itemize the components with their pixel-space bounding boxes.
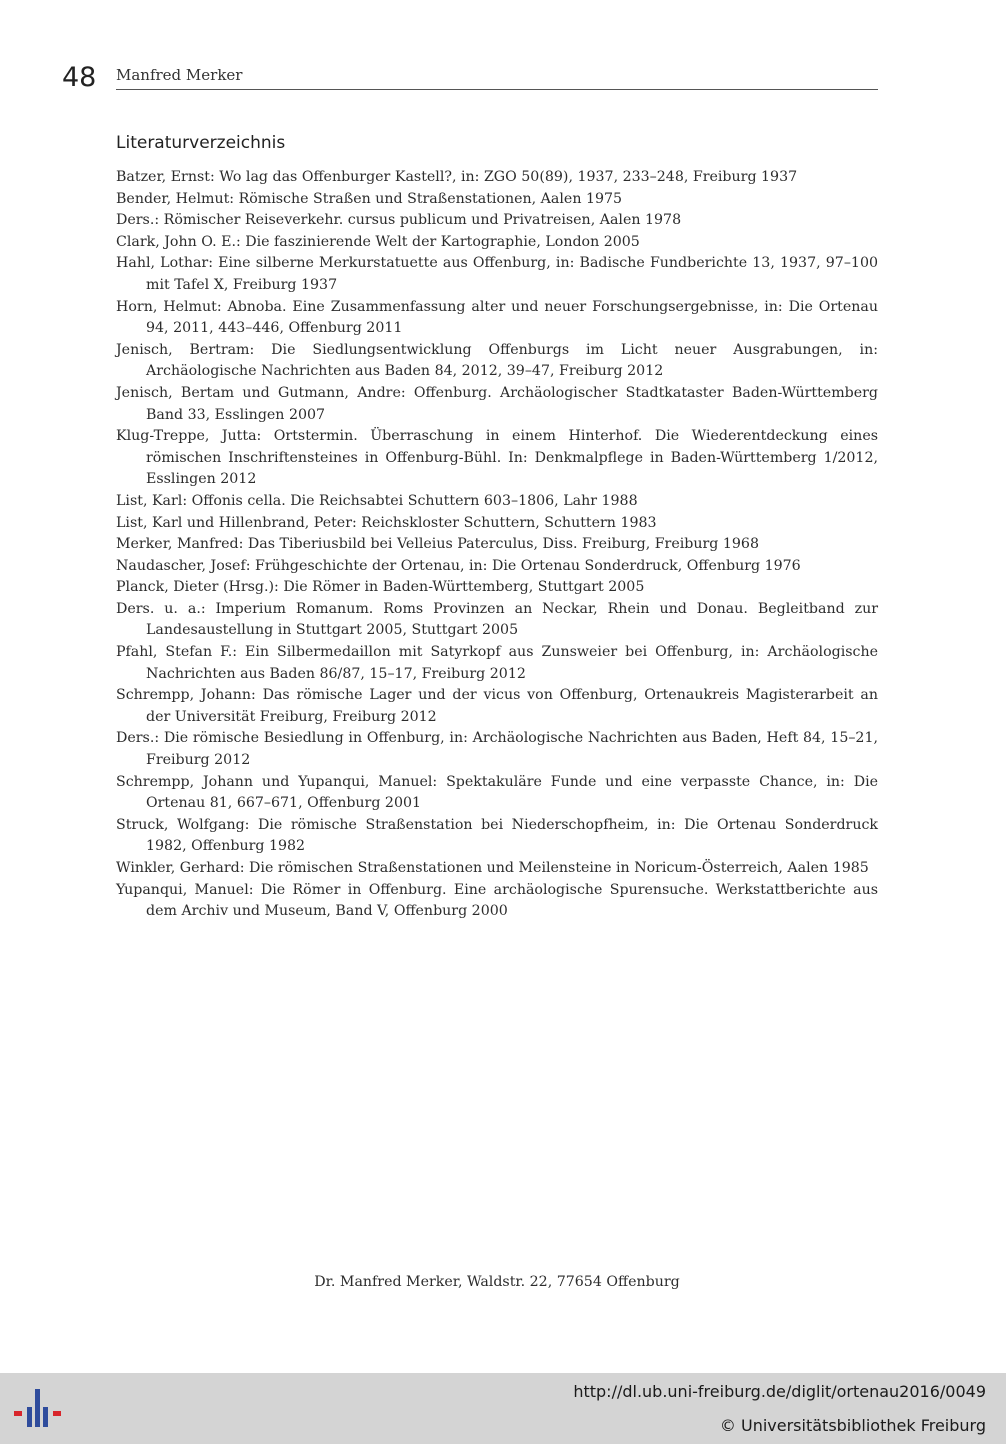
bibliography-entry: Horn, Helmut: Abnoba. Eine Zusammenfassung alter und neuer Forschungsergebnisse, in: Die Ortenau 94, 2011, 443–446, Offenburg 2011 (116, 298, 878, 337)
bibliography-entry: Schrempp, Johann und Yupanqui, Manuel: Spektakuläre Funde und eine verpasste Chance, in: Die Ortenau 81, 667–671, Offenburg 2001 (116, 773, 878, 812)
bibliography-entry: Pfahl, Stefan F.: Ein Silbermedaillon mit Satyrkopf aus Zunsweier bei Offenburg, in: Archäologische Nachrichten aus Baden 86/87, 15–17, Freiburg 2012 (116, 644, 878, 682)
bibliography-entry: Klug-Treppe, Jutta: Ortstermin. Überraschung in einem Hinterhof. Die Wiederentdeckung eines römischen Inschriftensteines in Offenburg-Bühl. In: Denkmalpflege in Baden-Württemberg 1/2012, Esslingen 2012 (116, 428, 878, 488)
footer-url-link[interactable]: http://dl.ub.uni-freiburg.de/diglit/ortenau2016/0049 (573, 1382, 986, 1401)
bibliography-entry: Winkler, Gerhard: Die römischen Straßenstationen und Meilensteine in Noricum-Österreich, Aalen 1985 (116, 860, 869, 876)
author-address: Dr. Manfred Merker, Waldstr. 22, 77654 Offenburg (314, 1274, 680, 1290)
bibliography-entry: Ders. u. a.: Imperium Romanum. Roms Provinzen an Neckar, Rhein und Donau. Begleitband zur Landesaustellung in Stuttgart 2005, Stuttgart 2005 (116, 600, 878, 639)
logo-blue-bar-right (43, 1407, 48, 1427)
bibliography-list (116, 167, 878, 923)
logo-red-dash-left (14, 1411, 22, 1416)
section-title: Literaturverzeichnis (116, 133, 286, 153)
bibliography-entry: Hahl, Lothar: Eine silberne Merkurstatuette aus Offenburg, in: Badische Fundberichte 13, 1937, 97–100 mit Tafel X, Freiburg 1937 (116, 255, 878, 293)
bibliography-entry: Batzer, Ernst: Wo lag das Offenburger Kastell?, in: ZGO 50(89), 1937, 233–248, Freiburg 1937 (116, 169, 798, 185)
logo-blue-bar-center (35, 1389, 40, 1427)
footer-bar (0, 1373, 1006, 1444)
bibliography-entry: Merker, Manfred: Das Tiberiusbild bei Velleius Paterculus, Diss. Freiburg, Freiburg 1968 (116, 536, 759, 553)
logo-red-dash-right (53, 1411, 61, 1416)
bibliography-entry: Clark, John O. E.: Die faszinierende Welt der Kartographie, London 2005 (116, 233, 640, 250)
bibliography-entry: Planck, Dieter (Hrsg.): Die Römer in Baden-Württemberg, Stuttgart 2005 (116, 579, 645, 596)
running-head: Manfred Merker (116, 66, 243, 84)
bibliography-entry: Schrempp, Johann: Das römische Lager und der vicus von Offenburg, Ortenaukreis Magisterarbeit an der Universität Freiburg, Freiburg 2012 (116, 687, 878, 725)
logo-blue-bar-left (27, 1407, 32, 1427)
bibliography-entry: Bender, Helmut: Römische Straßen und Straßenstationen, Aalen 1975 (116, 190, 623, 207)
page-number: 48 (62, 62, 97, 93)
bibliography-entry: List, Karl und Hillenbrand, Peter: Reichskloster Schuttern, Schuttern 1983 (116, 514, 657, 531)
ub-freiburg-logo-icon (12, 1385, 64, 1431)
bibliography-entry: Naudascher, Josef: Frühgeschichte der Ortenau, in: Die Ortenau Sonderdruck, Offenburg 1976 (116, 557, 801, 574)
bibliography-entry: Struck, Wolfgang: Die römische Straßenstation bei Niederschopfheim, in: Die Ortenau Sonderdruck 1982, Offenburg 1982 (116, 816, 878, 855)
bibliography-entry: Jenisch, Bertam und Gutmann, Andre: Offenburg. Archäologischer Stadtkataster Baden-Württemberg Band 33, Esslingen 2007 (116, 384, 878, 423)
page-header (62, 62, 878, 93)
bibliography-entry: Yupanqui, Manuel: Die Römer in Offenburg. Eine archäologische Spurensuche. Werkstattberichte aus dem Archiv und Museum, Band V, Offenburg 2000 (116, 881, 878, 920)
bibliography-entry: Ders.: Römischer Reiseverkehr. cursus publicum und Privatreisen, Aalen 1978 (116, 212, 682, 229)
bibliography-entry: List, Karl: Offonis cella. Die Reichsabtei Schuttern 603–1806, Lahr 1988 (116, 492, 638, 509)
header-rule (116, 89, 878, 90)
footer-copyright: © Universitätsbibliothek Freiburg (719, 1416, 986, 1435)
bibliography-entry: Jenisch, Bertram: Die Siedlungsentwicklung Offenburgs im Licht neuer Ausgrabungen, in: Archäologische Nachrichten aus Baden 84, 2012, 39–47, Freiburg 2012 (116, 341, 878, 380)
bibliography-entry: Ders.: Die römische Besiedlung in Offenburg, in: Archäologische Nachrichten aus Baden, Heft 84, 15–21, Freiburg 2012 (116, 730, 878, 769)
